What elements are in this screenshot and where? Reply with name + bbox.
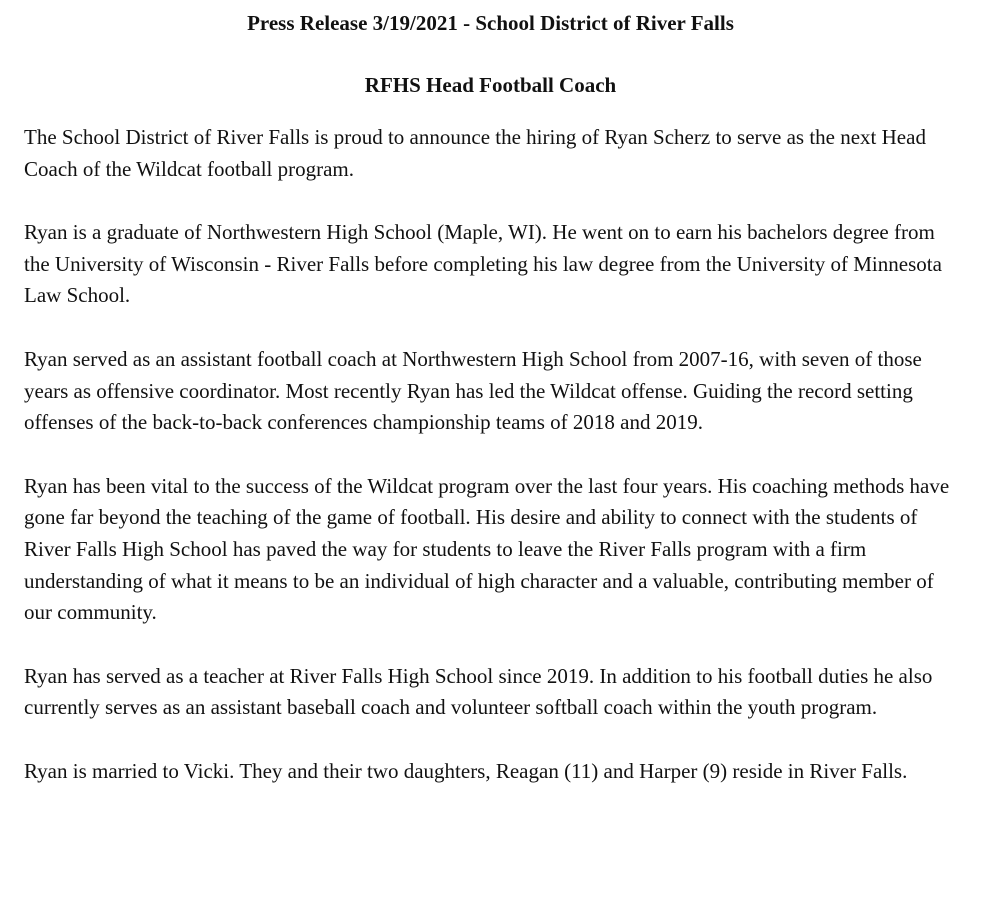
paragraph-announcement: The School District of River Falls is proud to announce the hiring of Ryan Scherz to serve as the next Head Coach of the Wildcat football program. bbox=[24, 125, 926, 181]
paragraph-education: Ryan is a graduate of Northwestern High School (Maple, WI). He went on to earn his bachelors degree from the University of Wisconsin - River Falls before completing his law degree from the University of Minnesota Law School. bbox=[24, 220, 942, 308]
press-release-subtitle: RFHS Head Football Coach bbox=[364, 73, 617, 97]
paragraph-coaching-history: Ryan served as an assistant football coach at Northwestern High School from 2007-16, with seven of those years as offensive coordinator. Most recently Ryan has led the Wildcat offense. Guiding the record setting offenses of the back-to-back conferences championship teams of 2018 and 2019. bbox=[24, 346, 922, 435]
paragraph-family: Ryan is married to Vicki. They and their two daughters, Reagan (11) and Harper (9) reside in River Falls. bbox=[24, 758, 908, 783]
press-release-title: Press Release 3/19/2021 - School District of River Falls bbox=[247, 11, 734, 35]
paragraph-program-impact: Ryan has been vital to the success of the Wildcat program over the last four years. His coaching methods have gone far beyond the teaching of the game of football. His desire and ability to connect with the students of River Falls High School has paved the way for students to leave the River Falls program with a firm understanding of what it means to be an individual of high character and a valuable, contributing member of our community. bbox=[24, 473, 950, 625]
paragraph-teaching-role: Ryan has served as a teacher at River Falls High School since 2019. In addition to his football duties he also currently serves as an assistant baseball coach and volunteer softball coach within the youth program. bbox=[24, 663, 933, 720]
